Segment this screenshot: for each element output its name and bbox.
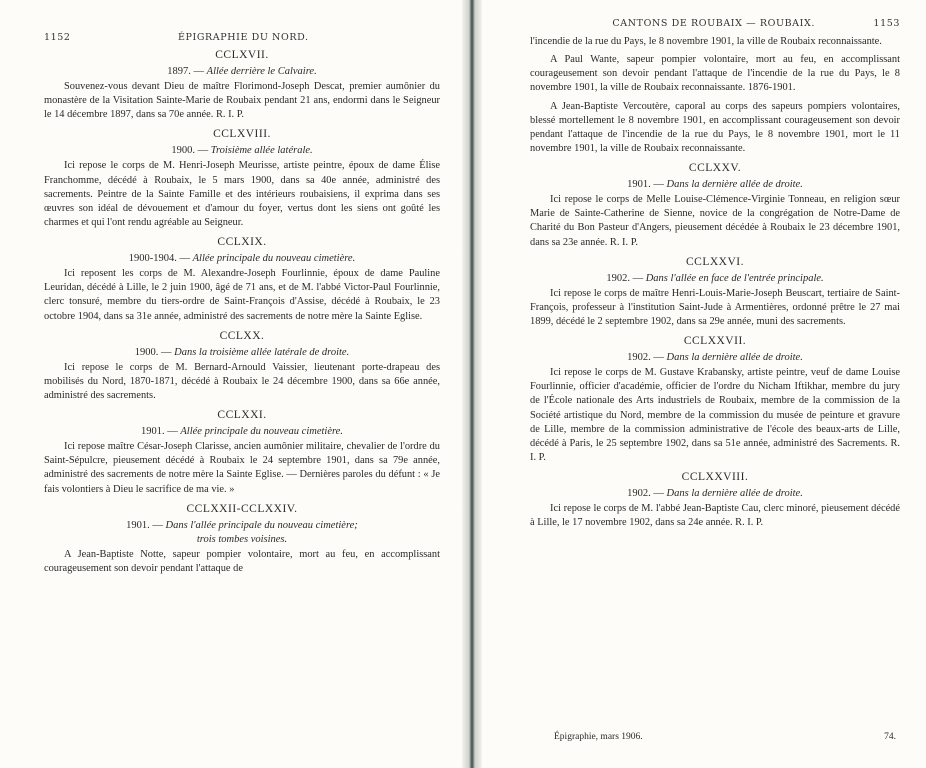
right-page-number: 1153 [873, 18, 900, 29]
entry-number: CCLXXVI. [686, 255, 744, 268]
entry-text: A Jean-Baptiste Vercoutère, caporal au corps des sapeurs pompiers volontaires, blessé mortellement le 8 novembre 1901, en accomplissant courageusement son devoir pendant l'attaque de l'incendie de la rue du Pays, le 8 novembre 1901, mort le 11 novembre 1901, la ville de Roubaix reconnaissante. [530, 100, 900, 154]
right-page-header [530, 18, 900, 29]
entry-date: 1901. [126, 519, 150, 531]
entry [44, 409, 440, 497]
entry-text: Ici repose le corps de M. Bernard-Arnould Vaissier, lieutenant porte-drapeau des mobilisés du Nord, 1870-1871, décédé à Roubaix le 24 décembre 1900, dans sa 66e année, administré des sacrements. [44, 361, 440, 401]
entry-date: 1901. [141, 426, 165, 438]
entry-location: Dans la dernière allée de droite. [666, 179, 803, 191]
entry [530, 162, 900, 250]
entry [44, 236, 440, 324]
page-footer [554, 732, 896, 742]
entry-text: Ici reposent les corps de M. Alexandre-Joseph Fourlinnie, époux de dame Pauline Leuridan, décédé à Lille, le 2 juin 1900, âgé de 71 ans, et de M. l'abbé Victor-Paul Fourlinnie, clerc tonsuré, membre du tiers-ordre de Saint-François d'Assise, décédé à Roubaix, le 23 octobre 1904, dans sa 31e année, administré des sacrements de notre mère la Sainte Eglise. [44, 268, 440, 322]
entry-date: 1900. [171, 145, 195, 157]
entry-heading: 1902. — Dans la dernière allée de droite. [627, 352, 803, 364]
entry-heading: 1902. — Dans l'allée en face de l'entrée principale. [606, 272, 824, 284]
entry-location: Dans la dernière allée de droite. [666, 488, 803, 500]
entry-heading: 1901. — Dans l'allée principale du nouveau cimetière; [126, 519, 358, 531]
entry-number: CCLXXVII. [683, 335, 747, 348]
entry-date: 1902. [606, 272, 630, 284]
entry-heading: 1902. — Dans la dernière allée de droite. [627, 488, 803, 500]
entry-heading: 1897. — Allée derrière le Calvaire. [167, 66, 317, 77]
entry-date: 1901. [627, 179, 651, 191]
entry [530, 256, 900, 329]
entry-location: Troisième allée latérale. [210, 145, 313, 157]
entry-number: CCLXX. [219, 329, 265, 342]
entry [44, 330, 440, 403]
entry-text-continued: l'incendie de la rue du Pays, le 8 novembre 1901, la ville de Roubaix reconnaissante. [530, 36, 882, 47]
entry-heading: 1900. — Dans la troisième allée latérale de droite. [134, 346, 350, 358]
entry-number: CCLXVII. [215, 49, 269, 61]
footer-signature-number: 74. [884, 732, 896, 742]
left-running-head: ÉPIGRAPHIE DU NORD. [177, 32, 309, 43]
entry-date: 1900-1904. [128, 253, 177, 265]
entry [530, 471, 900, 530]
entry-heading: 1900. — Troisième allée latérale. [171, 145, 313, 157]
footer-source: Épigraphie, mars 1906. [554, 732, 643, 742]
entry [44, 49, 440, 122]
entry-location: Dans la dernière allée de droite. [666, 352, 803, 364]
right-page [482, 0, 926, 768]
entry-location: Dans l'allée principale du nouveau cimetière; [165, 519, 358, 531]
entry-location-cont: trois tombes voisines. [196, 533, 288, 545]
entry-number: CCLXXV. [688, 162, 742, 175]
entry-heading: 1901. — Allée principale du nouveau cimetière. [141, 426, 343, 438]
entry-date: 1897. [167, 66, 191, 77]
entry-location: Allée principale du nouveau cimetière. [180, 426, 343, 438]
entry-date: 1900. [134, 346, 159, 358]
entry-number: CCLXXI. [217, 409, 267, 422]
book-gutter [462, 0, 482, 768]
entry-heading: 1900-1904. — Allée principale du nouveau cimetière. [128, 253, 356, 265]
entry-location: Allée principale du nouveau cimetière. [192, 253, 356, 265]
entry-number: CCLXXII-CCLXXIV. [186, 502, 298, 515]
left-page-number: 1152 [44, 32, 71, 43]
entry-text: Ici repose le corps de Melle Louise-Clémence-Virginie Tonneau, en religion sœur Marie de Sainte-Catherine de Sienne, novice de la congrégation de Notre-Dame de Charité du Bon Pasteur d'Angers, pieusement décédée à Roubaix le 23 décembre 1901, dans sa 23e année. R. I. P. [530, 194, 900, 248]
entry-text: A Jean-Baptiste Notte, sapeur pompier volontaire, mort au feu, en accomplissant courageusement son devoir pendant l'attaque de [44, 548, 440, 574]
entry-text: Ici repose le corps de M. Gustave Krabansky, artiste peintre, veuf de dame Louise Fourlinnie, officier d'académie, officier de l'ordre du Nicham Iftikhar, membre du jury de l'École nationale des Arts industriels de Roubaix, membre de la commission de la Société artistique du Nord, membre de la commission du musée de peinture et gravure de Lille, membre de la commission administrative de l'école des beaux-arts de Lille, décédé à Paris, le 25 septembre 1902, dans sa 51e année, administré des Sacrements. R. I. P. [530, 367, 900, 463]
right-running-head: CANTONS DE ROUBAIX — ROUBAIX. [612, 18, 815, 29]
entry [44, 128, 440, 230]
entry [530, 335, 900, 465]
entry-text: Souvenez-vous devant Dieu de maître Florimond-Joseph Descat, premier aumônier du monastère de la Visitation Sainte-Marie de Roubaix pendant 21 ans, endormi dans le Seigneur le 14 décembre 1897, dans sa 70e année. R. I. P. [44, 81, 440, 121]
entry-location: Dans la troisième allée latérale de droite. [174, 346, 350, 358]
entry-text: Ici repose le corps de M. l'abbé Jean-Baptiste Cau, clerc minoré, pieusement décédé à Lille, le 17 novembre 1902, dans sa 24e année. R. I. P. [530, 503, 900, 529]
entry-heading-line2 [44, 534, 440, 545]
entry-text: Ici repose le corps de maître Henri-Louis-Marie-Joseph Beuscart, tertiaire de Saint-François, professeur à l'institution Saint-Jude à Armentières, ordonné prêtre le 27 mai 1899, décédé le 2 septembre 1902, dans sa 29e année, muni des sacrements. [530, 287, 900, 327]
entry-location: Allée derrière le Calvaire. [206, 66, 317, 77]
entry-number: CCLXIX. [217, 236, 267, 249]
entry-heading: 1901. — Dans la dernière allée de droite. [627, 179, 803, 191]
entry-number: CCLXXVIII. [681, 471, 749, 484]
entry-number: CCLXVIII. [213, 128, 271, 141]
entry-date: 1902. [627, 488, 651, 500]
entry-text: Ici repose le corps de M. Henri-Joseph Meurisse, artiste peintre, époux de dame Élise Franchomme, décédé à Roubaix, le 5 mars 1900, dans sa 40e année, administré des sacrements. Peintre de la Sainte Famille et des intérieurs roubaisiens, il exprima dans ses œuvres son idéal de dévouement et d'amour du foyer, vertus dont les siens ont goûté les charmes et qui l'ont rendu agréable au Seigneur. [44, 160, 440, 228]
entry [44, 503, 440, 576]
left-page [0, 0, 462, 768]
left-page-header [44, 32, 440, 43]
entry-location: Dans l'allée en face de l'entrée principale. [645, 272, 824, 284]
entry-text: Ici repose maître César-Joseph Clarisse, ancien aumônier militaire, chevalier de l'ordre du Saint-Sépulcre, pieusement décédé à Roubaix le 24 septembre 1901, dans sa 79e année, administré des sacrements de notre mère la Sainte Eglise. — Dernières paroles du défunt : « Je fais volontiers à Dieu le sacrifice de ma vie. » [44, 441, 440, 495]
entry-text: A Paul Wante, sapeur pompier volontaire, mort au feu, en accomplissant courageusement son devoir pendant l'attaque de l'incendie de la rue du Pays, le 8 novembre 1901, la ville de Roubaix reconnaissante. 1876-1901. [530, 54, 900, 94]
entry-date: 1902. [627, 352, 651, 364]
